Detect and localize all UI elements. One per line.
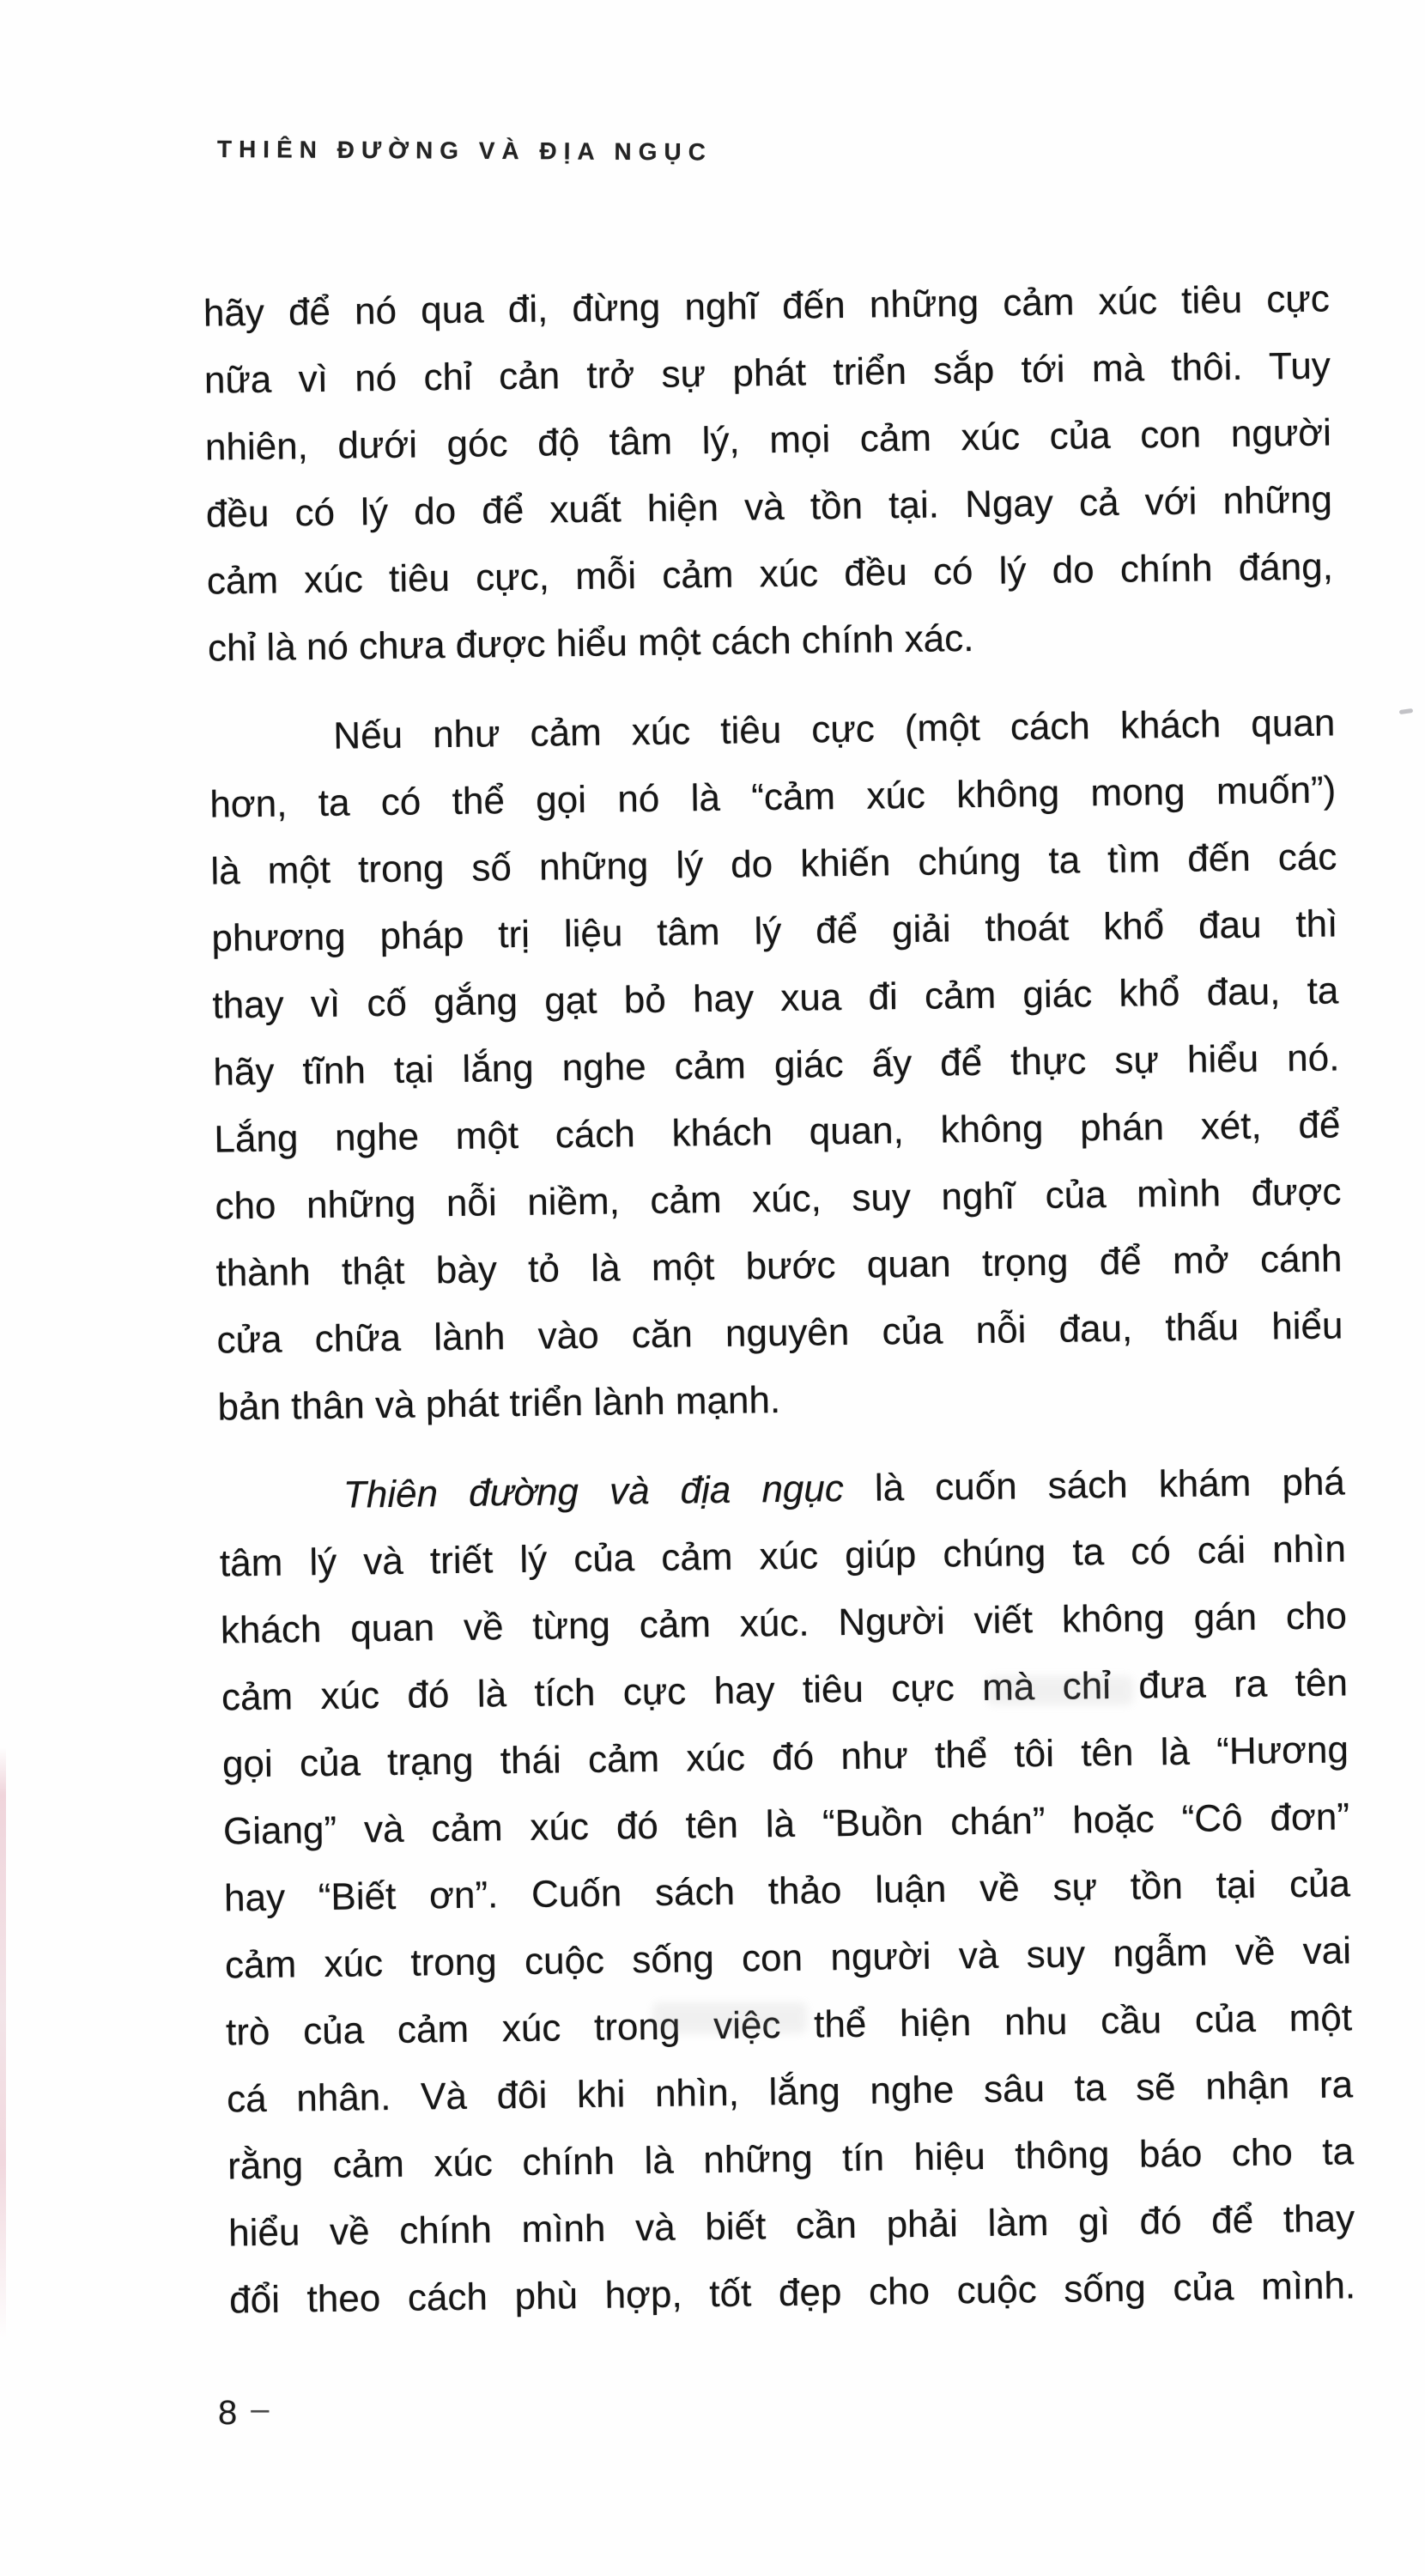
scan-smudge bbox=[987, 1676, 1133, 1705]
text-segment: thành thật bày tỏ là một bước quan trọng để mở cánh bbox=[215, 1237, 1343, 1295]
paragraph bbox=[218, 1449, 1355, 2334]
text-segment: đổi theo cách phù hợp, tốt đẹp cho cuộc sống của mình. bbox=[228, 2264, 1356, 2322]
paragraph bbox=[209, 690, 1344, 1441]
paragraph bbox=[203, 266, 1334, 683]
text-line bbox=[229, 2252, 1356, 2334]
running-header: THIÊN ĐƯỜNG VÀ ĐỊA NGỤC bbox=[216, 136, 712, 166]
text-segment: cảm xúc tiêu cực, mỗi cảm xúc đều có lý do chính đáng, bbox=[206, 545, 1334, 603]
page-number-value: 8 bbox=[218, 2394, 238, 2432]
text-segment: cửa chữa lành vào căn nguyên của nỗi đau, thấu hiểu bbox=[216, 1304, 1343, 1362]
book-title-italic: Thiên đường và địa ngục bbox=[343, 1467, 845, 1516]
text-segment: hơn, ta có thể gọi nó là “cảm xúc không mong muốn”) bbox=[209, 769, 1337, 826]
scan-artifact-dash bbox=[1399, 708, 1414, 714]
text-segment: hay “Biết ơn”. Cuốn sách thảo luận về sự tồn tại của bbox=[223, 1862, 1351, 1920]
text-segment: Lắng nghe một cách khách quan, không phán xét, để bbox=[214, 1103, 1341, 1161]
scan-edge-strip bbox=[0, 1747, 6, 2340]
text-segment: gọi của trạng thái cảm xúc đó như thể tôi tên là “Hương bbox=[221, 1728, 1349, 1786]
text-segment: đều có lý do để xuất hiện và tồn tại. Ngay cả với những bbox=[205, 478, 1333, 536]
text-segment: hãy tĩnh tại lắng nghe cảm giác ấy để thực sự hiểu nó. bbox=[213, 1036, 1340, 1094]
text-segment: nữa vì nó chỉ cản trở sự phát triển sắp tới mà thôi. Tuy bbox=[203, 344, 1331, 402]
text-segment: khách quan về từng cảm xúc. Người viết không gán cho bbox=[220, 1595, 1348, 1652]
text-segment: hiểu về chính mình và biết cần phải làm gì đó để thay bbox=[227, 2197, 1355, 2255]
text-segment: nhiên, dưới góc độ tâm lý, mọi cảm xúc của con người bbox=[204, 411, 1332, 469]
scan-smudge bbox=[652, 2002, 807, 2033]
text-segment: cho những nỗi niềm, cảm xúc, suy nghĩ của mình được bbox=[215, 1170, 1342, 1228]
text-segment: rằng cảm xúc chính là những tín hiệu thông báo cho ta bbox=[227, 2130, 1355, 2188]
text-segment: cảm xúc trong cuộc sống con người và suy ngẫm về vai bbox=[224, 1929, 1352, 1987]
text-segment: thay vì cố gắng gạt bỏ hay xua đi cảm giác khổ đau, ta bbox=[212, 969, 1339, 1027]
text-line bbox=[217, 1359, 1344, 1441]
text-segment: phương pháp trị liệu tâm lý để giải thoát khổ đau thì bbox=[211, 902, 1338, 960]
text-segment: tâm lý và triết lý của cảm xúc giúp chúng ta có cái nhìn bbox=[219, 1528, 1347, 1585]
page-number-dash: – bbox=[251, 2391, 270, 2427]
text-segment: cảm xúc đó là tích cực hay tiêu cực mà chỉ đưa ra tên bbox=[221, 1662, 1349, 1719]
text-segment: Nếu như cảm xúc tiêu cực (một cách khách quan bbox=[333, 702, 1336, 757]
text-segment: hãy để nó qua đi, đừng nghĩ đến những cảm xúc tiêu cực bbox=[203, 277, 1331, 335]
text-segment: bản thân và phát triển lành mạnh. bbox=[217, 1378, 781, 1429]
text-segment: chỉ là nó chưa được hiểu một cách chính xác. bbox=[207, 617, 974, 670]
text-segment: là cuốn sách khám phá bbox=[843, 1461, 1346, 1510]
text-segment: là một trong số những lý do khiến chúng ta tìm đến các bbox=[210, 835, 1337, 893]
page-number bbox=[218, 2391, 270, 2433]
text-segment: trò của cảm xúc trong việc thể hiện nhu cầu của một bbox=[225, 1996, 1353, 2054]
text-segment: Giang” và cảm xúc đó tên là “Buồn chán” hoặc “Cô đơn” bbox=[222, 1795, 1350, 1853]
text-line bbox=[208, 600, 1335, 682]
text-segment: cá nhân. Và đôi khi nhìn, lắng nghe sâu ta sẽ nhận ra bbox=[226, 2063, 1354, 2121]
